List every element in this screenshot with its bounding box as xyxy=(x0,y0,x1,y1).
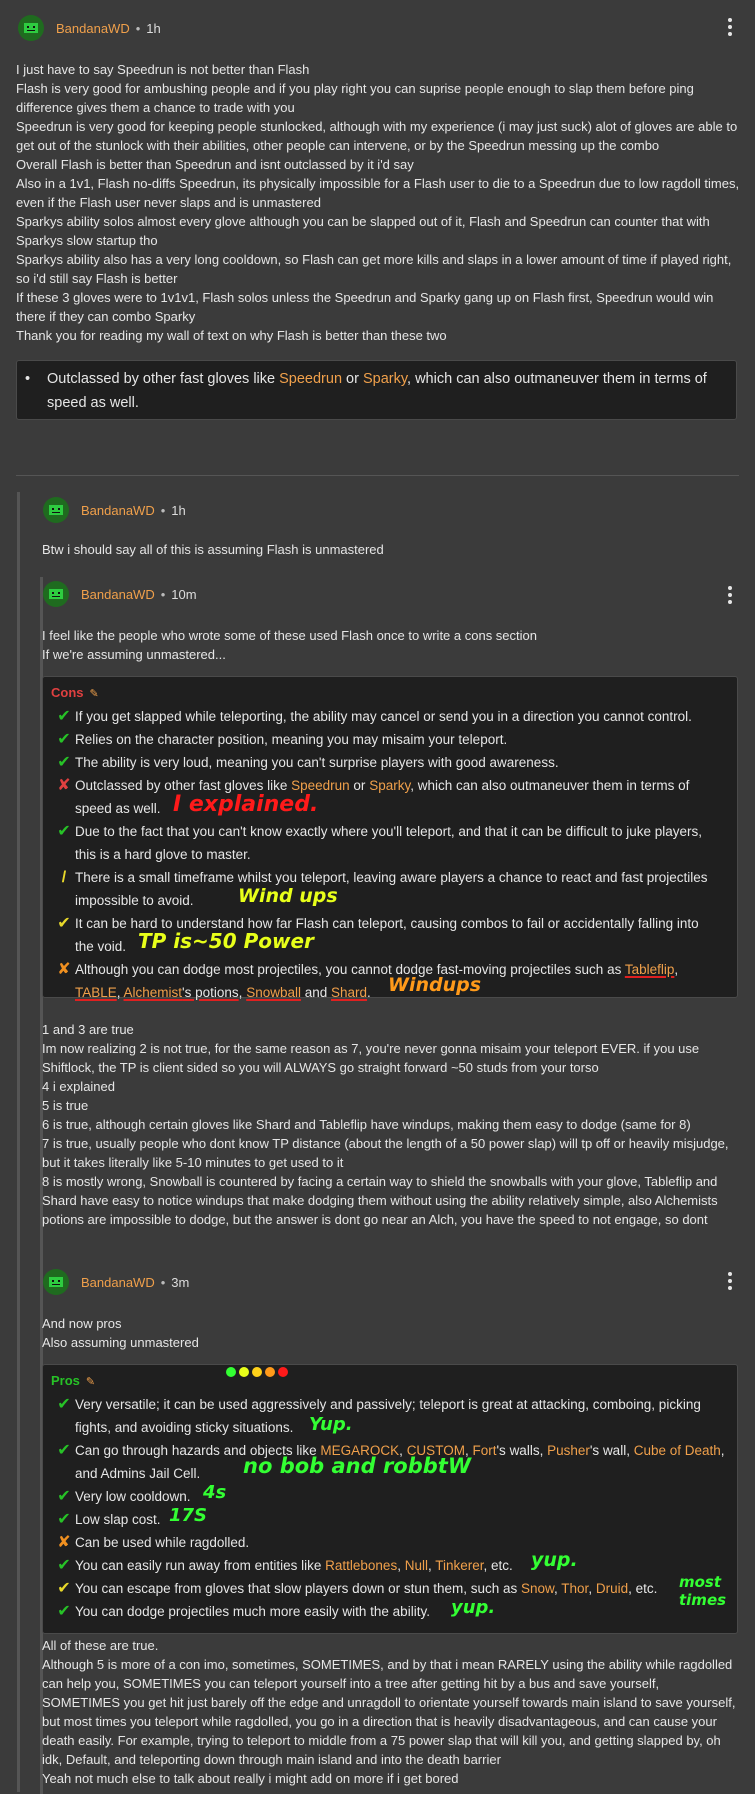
link-tinkerer[interactable]: Tinkerer xyxy=(435,1558,484,1573)
link-table[interactable]: TABLE xyxy=(75,985,117,1000)
pros-item: ✔ You can escape from gloves that slow players down or stun them, such as Snow, Thor, Druid, etc. xyxy=(53,1577,727,1600)
bullet: • xyxy=(25,371,31,387)
cons-item: ✔ Due to the fact that you can't know exactly where you'll teleport, and that it can be difficult to juke players, this is a hard glove to master. xyxy=(53,820,727,866)
cross-icon: ✘ xyxy=(57,961,71,978)
check-icon: ✔ xyxy=(57,1396,71,1413)
paragraph: If we're assuming unmastered... xyxy=(42,647,226,662)
handwritten-note: TP is~50 Power xyxy=(138,929,314,953)
link-null[interactable]: Null xyxy=(404,1558,428,1573)
cross-icon: ✘ xyxy=(57,1534,71,1551)
check-icon: ✔ xyxy=(57,823,71,840)
cons-box xyxy=(42,676,738,998)
post-header xyxy=(43,1268,189,1296)
username[interactable]: BandanaWD xyxy=(81,502,155,518)
paragraph: And now pros xyxy=(42,1316,122,1331)
cons-item: ✔ The ability is very loud, meaning you can't surprise players with good awareness. xyxy=(53,751,727,774)
avatar[interactable] xyxy=(43,1269,69,1295)
handwritten-note: I explained. xyxy=(173,792,319,817)
pros-title: Pros ✎ xyxy=(51,1373,96,1388)
link-sparky[interactable]: Sparky xyxy=(369,778,411,793)
check-icon: ✔ xyxy=(57,708,71,725)
paragraph: 4 i explained xyxy=(42,1079,115,1094)
cons-item: ✘ Outclassed by other fast gloves like Speedrun or Sparky, which can also outmaneuver them in terms of speed as well. xyxy=(53,774,727,820)
paragraph: Btw i should say all of this is assuming Flash is unmastered xyxy=(42,542,384,557)
handwritten-note: Yup. xyxy=(309,1414,353,1435)
link-cube-of-death[interactable]: Cube of Death xyxy=(633,1443,721,1458)
handwritten-note: Wind ups xyxy=(238,885,338,907)
paragraph: I feel like the people who wrote some of these used Flash once to write a cons section xyxy=(42,628,537,643)
check-icon: ✔ xyxy=(57,1557,71,1574)
monster-avatar-icon xyxy=(47,1273,65,1291)
link-pusher[interactable]: Pusher xyxy=(547,1443,590,1458)
paragraph: Speedrun is very good for keeping people stunlocked, although with my experience (i may just suck) alot of gloves are able to get out of the stunlock with their abilities, other people can intervene, or by the Speedrun messing up the combo xyxy=(16,119,738,153)
avatar[interactable] xyxy=(18,15,44,41)
paragraph: 7 is true, usually people who dont know TP distance (about the length of a 50 power slap) will tp off or heavily misjudge, but it takes literally like 5-10 minutes to get used to it xyxy=(42,1136,729,1170)
link-custom[interactable]: CUSTOM xyxy=(406,1443,465,1458)
post-body xyxy=(16,60,741,345)
pencil-icon[interactable]: ✎ xyxy=(89,688,99,700)
check-icon: ✔ xyxy=(57,1488,71,1505)
check-icon: ✔ xyxy=(57,1511,71,1528)
pros-item: ✔ You can dodge projectiles much more easily with the ability. xyxy=(53,1600,727,1623)
paragraph: I just have to say Speedrun is not better than Flash xyxy=(16,62,310,77)
pros-item: ✔ Very versatile; it can be used aggressively and passively; teleport is great at attacking, comboing, picking fights, and avoiding sticky situations. xyxy=(53,1393,727,1439)
pros-box xyxy=(42,1364,738,1634)
separator-dot: • xyxy=(135,20,141,36)
handwritten-note: times xyxy=(679,1591,727,1609)
link-megarock[interactable]: MEGAROCK xyxy=(320,1443,400,1458)
paragraph: Overall Flash is better than Speedrun and isnt outclassed by it i'd say xyxy=(16,157,414,172)
more-options-icon[interactable] xyxy=(727,18,733,38)
timestamp: 3m xyxy=(171,1274,190,1290)
paragraph: Also in a 1v1, Flash no-diffs Speedrun, its physically impossible for a Flash user to die to a Speedrun due to low ragdoll times, even if the Flash user never slaps and is unmastered xyxy=(16,176,740,210)
handwritten-note: 17S xyxy=(169,1505,208,1526)
check-icon: ✔ xyxy=(57,915,71,932)
timestamp: 10m xyxy=(171,586,197,602)
cons-item: ✔ Relies on the character position, meaning you may misaim your teleport. xyxy=(53,728,727,751)
separator-dot: • xyxy=(160,502,166,518)
link-snow[interactable]: Snow xyxy=(521,1581,555,1596)
timestamp: 1h xyxy=(171,502,186,518)
post-body xyxy=(42,1636,740,1788)
handwritten-note: 4s xyxy=(203,1482,227,1503)
pros-item: ✔ Can go through hazards and objects like MEGAROCK, CUSTOM, Fort's walls, Pusher's wall, Cube of Death, and Admins Jail Cell. xyxy=(53,1439,727,1485)
username[interactable]: BandanaWD xyxy=(81,586,155,602)
link-tableflip[interactable]: Tableflip xyxy=(624,962,675,977)
check-icon: ✔ xyxy=(57,731,71,748)
username[interactable]: BandanaWD xyxy=(56,20,130,36)
post-body xyxy=(42,1020,740,1229)
pros-item: ✘ Can be used while ragdolled. xyxy=(53,1531,727,1554)
separator-dot: • xyxy=(160,586,166,602)
paragraph: Although 5 is more of a con imo, sometimes, SOMETIMES, and by that i mean RARELY using the ability while ragdolled can help you, SOMETIMES you can teleport yourself into a tree after getting hit by a bus and save yourself, SOMETIMES you get hit just barely off the edge and unragdoll to orientate yourself towards main island to save yourself, but most times you teleport while ragdolled, you go in a direction that is heavily disadvantageous, and can cause your death easily. For example, trying to teleport to middle from a 75 power slap that will kill you, and getting slapped by, oh idk, Default, and teleporting down through main island and into the death barrier xyxy=(42,1657,736,1767)
check-icon: ✔ xyxy=(57,1442,71,1459)
colored-dots-doodle xyxy=(223,1365,293,1379)
more-options-icon[interactable] xyxy=(727,1272,733,1292)
paragraph: Im now realizing 2 is not true, for the same reason as 7, you're never gonna misaim your teleport EVER. if you use Shiftlock, the TP is client sided so you will ALWAYS go straight forward ~50 studs from your torso xyxy=(42,1041,700,1075)
paragraph: Sparkys ability solos almost every glove although you can be slapped out of it, Flash and Speedrun can counter that with Sparkys slow startup tho xyxy=(16,214,710,248)
cons-title: Cons ✎ xyxy=(51,685,99,700)
cons-item: ✔ It can be hard to understand how far Flash can teleport, causing combos to fail or accidentally falling into the void. xyxy=(53,912,727,958)
paragraph: 1 and 3 are true xyxy=(42,1022,134,1037)
post-header xyxy=(18,14,161,42)
avatar[interactable] xyxy=(43,497,69,523)
pros-item: ✔ You can easily run away from entities like Rattlebones, Null, Tinkerer, etc. xyxy=(53,1554,727,1577)
pros-item: ✔ Very low cooldown. xyxy=(53,1485,727,1508)
link-fort[interactable]: Fort xyxy=(472,1443,497,1458)
link-snowball[interactable]: Snowball xyxy=(246,985,301,1000)
handwritten-note: most xyxy=(679,1573,722,1591)
link-speedrun[interactable]: Speedrun xyxy=(291,778,350,793)
post-header xyxy=(43,496,186,524)
link-druid[interactable]: Druid xyxy=(595,1581,629,1596)
more-options-icon[interactable] xyxy=(727,586,733,606)
check-icon: ✔ xyxy=(57,1603,71,1620)
link-rattlebones[interactable]: Rattlebones xyxy=(325,1558,398,1573)
paragraph: 5 is true xyxy=(42,1098,89,1113)
link-speedrun[interactable]: Speedrun xyxy=(279,371,343,387)
paragraph: Yeah not much else to talk about really i might add on more if i get bored xyxy=(42,1771,459,1786)
paragraph: Flash is very good for ambushing people and if you play right you can suprise people enough to slap them before ping difference gives them a chance to trade with you xyxy=(16,81,694,115)
check-icon: ✔ xyxy=(57,754,71,771)
cross-icon: ✘ xyxy=(57,777,71,794)
link-thor[interactable]: Thor xyxy=(561,1581,589,1596)
handwritten-note: Windups xyxy=(388,974,482,996)
handwritten-note: no bob and robbtW xyxy=(243,1454,472,1478)
link-alchemist[interactable]: Alchemist xyxy=(123,985,183,1000)
paragraph: 6 is true, although certain gloves like Shard and Tableflip have windups, making them easy to dodge (same for 8) xyxy=(42,1117,691,1132)
thread-line xyxy=(17,492,20,1792)
paragraph: Thank you for reading my wall of text on why Flash is better than these two xyxy=(16,328,447,343)
link-sparky[interactable]: Sparky xyxy=(362,371,408,387)
avatar[interactable] xyxy=(43,581,69,607)
cons-item: ✔ If you get slapped while teleporting, the ability may cancel or send you in a direction you cannot control. xyxy=(53,705,727,728)
paragraph: All of these are true. xyxy=(42,1638,159,1653)
cons-item: / There is a small timeframe whilst you teleport, leaving aware players a chance to react and fast projectiles impossible to avoid. xyxy=(53,866,727,912)
handwritten-note: yup. xyxy=(451,1597,496,1618)
pros-item: ✔ Low slap cost. xyxy=(53,1508,727,1531)
paragraph: If these 3 gloves were to 1v1v1, Flash solos unless the Speedrun and Sparky gang up on Flash first, Speedrun would win there if they can combo Sparky xyxy=(16,290,714,324)
handwritten-note: yup. xyxy=(531,1549,578,1571)
quoted-wiki-line xyxy=(16,360,737,420)
timestamp: 1h xyxy=(146,20,161,36)
cons-item: ✘ Although you can dodge most projectiles, you cannot dodge fast-moving projectiles such as Tableflip, xyxy=(53,958,727,981)
paragraph: Sparkys ability also has a very long cooldown, so Flash can get more kills and slaps in a lower amount of time if played right, so i'd still say Flash is better xyxy=(16,252,732,286)
divider xyxy=(16,475,739,476)
pencil-icon[interactable]: ✎ xyxy=(85,1376,96,1388)
monster-avatar-icon xyxy=(47,585,65,603)
check-icon: ✔ xyxy=(57,1580,71,1597)
slash-icon: / xyxy=(61,869,67,886)
username[interactable]: BandanaWD xyxy=(81,1274,155,1290)
paragraph: 8 is mostly wrong, Snowball is countered by facing a certain way to shield the snowballs with your glove, Tableflip and Shard have easy to notice windups that make dodging them without using the ability relatively simple, also Alchemists potions are impossible to dodge, but the answer is dont go near an Alch, you have the speed to not engage, so dont xyxy=(42,1174,718,1227)
monster-avatar-icon xyxy=(47,501,65,519)
post-header xyxy=(43,580,197,608)
quote-text: Outclassed by other fast gloves like Speedrun or Sparky, which can also outmaneuver them in terms of speed as well. xyxy=(47,371,707,411)
separator-dot: • xyxy=(160,1274,166,1290)
cons-item-cont: TABLE, Alchemist's potions, Snowball and Shard. xyxy=(75,985,371,1000)
paragraph: Also assuming unmastered xyxy=(42,1335,199,1350)
link-shard[interactable]: Shard xyxy=(331,985,368,1000)
monster-avatar-icon xyxy=(22,19,40,37)
